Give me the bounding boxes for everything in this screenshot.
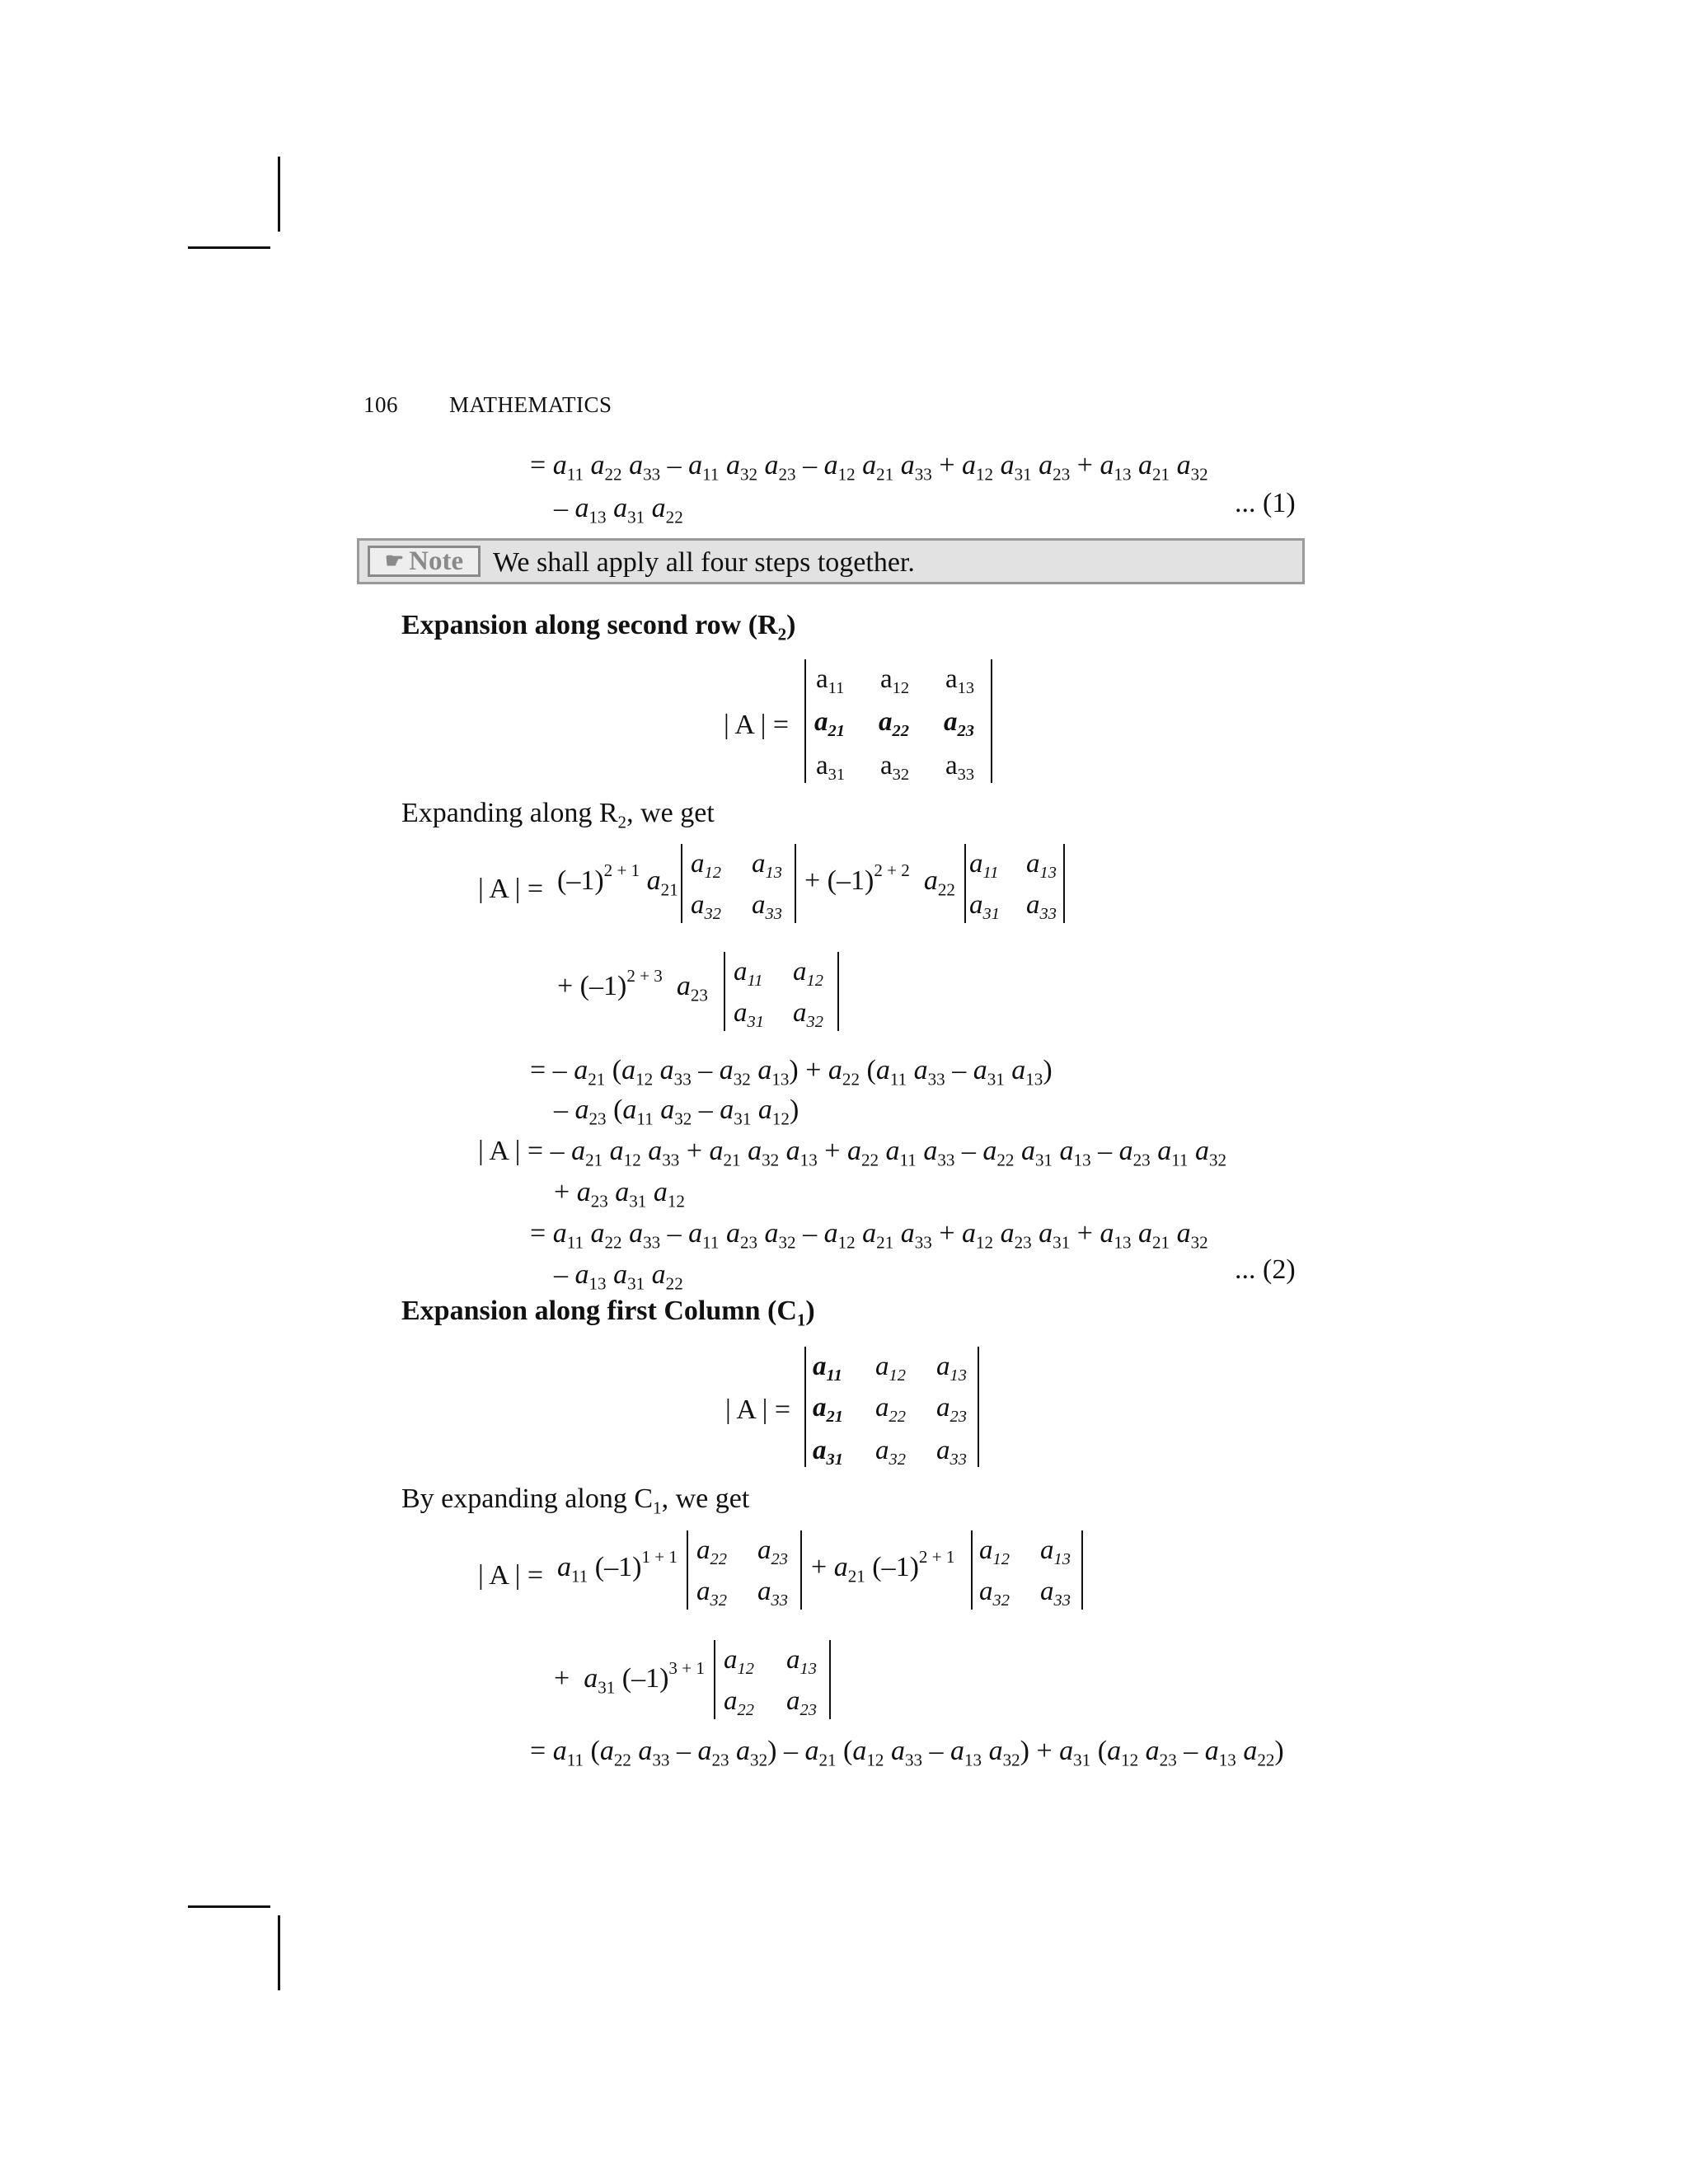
crop-mark-top-vertical bbox=[278, 157, 280, 232]
cofactor-sign-21-col: + $a_{21}$ $(-1)^{2 + 1}$ bbox=[811, 1547, 955, 1586]
equation-1-line-1: = $a_{11}$ $a_{22}$ $a_{33} - a_{11}$ $a_{32}$ $a_{23} - a_{12}$ $a_{21}$ $a_{33} + a_{12}$ $a_{31}$ $a_{23} + a_{13}$ $a_{21}$ $a_{32}$ bbox=[530, 450, 1208, 485]
minor-cell: $a_{12}$ bbox=[691, 849, 721, 883]
minor-cell: $a_{13}$ bbox=[1040, 1535, 1071, 1569]
intro-row-2: Expanding along $R_2$, we get bbox=[401, 798, 715, 832]
col-1-step-1: = $a_{11}$ ($a_{22}$ $a_{33} - a_{23}$ $a_{32}) - a_{21}$ ($a_{12}$ $a_{33} - a_{13}$ $a_{32}) + a_{31}$ ($a_{12}$ $a_{23} - a_{13}$ $a_{22}$) bbox=[530, 1736, 1284, 1770]
matrix-a-cell: $a_{23}$ bbox=[936, 1393, 967, 1427]
cofactor-sign-31: + $a_{31}$ $(-1)^{3 + 1}$ bbox=[554, 1658, 705, 1698]
equation-number-2: ... (2) bbox=[1235, 1254, 1296, 1285]
minor-cell: $a_{33}$ bbox=[757, 1577, 788, 1610]
note-label: Note bbox=[409, 546, 464, 576]
matrix-a-cell: $a_{13}$ bbox=[945, 664, 975, 698]
equation-1-line-2: – $a_{13}$ $a_{31}$ $a_{22}$ bbox=[554, 493, 683, 527]
matrix-a-cell: $a_{21}$ bbox=[813, 1393, 843, 1427]
row-2-step-5: = $a_{11}$ $a_{22}$ $a_{33} - a_{11}$ $a_{23}$ $a_{32} - a_{12}$ $a_{21}$ $a_{33} + a_{12}$ $a_{23}$ $a_{31} + a_{13}$ $a_{21}$ $a_{32}$ bbox=[530, 1218, 1208, 1253]
abs-a-label: | A | = bbox=[478, 1560, 544, 1591]
equation-number-1: ... (1) bbox=[1235, 488, 1296, 518]
row-2-step-3: | A | = – $a_{21}$ $a_{12}$ $a_{33} + a_{21}$ $a_{32}$ $a_{13} + a_{22}$ $a_{11}$ $a_{33} - a_{22}$ $a_{31}$ $a_{13} - a_{23}$ $a_{11}$ $a_{32}$ bbox=[478, 1136, 1227, 1170]
matrix-a-cell: $a_{23}$ bbox=[944, 707, 974, 741]
row-2-step-2: – $a_{23}$ ($a_{11}$ $a_{32} - a_{31}$ $a_{12}$) bbox=[554, 1094, 799, 1129]
minor-cell: $a_{13}$ bbox=[752, 849, 782, 883]
minor-cell: $a_{13}$ bbox=[786, 1645, 817, 1679]
matrix-a-cell: $a_{32}$ bbox=[880, 751, 910, 785]
row-2-step-1: = – $a_{21}$ ($a_{12}$ $a_{33} - a_{32}$ $a_{13}) + a_{22}$ ($a_{11}$ $a_{33} - a_{31}$ $a_{13}$) bbox=[530, 1055, 1053, 1090]
abs-a-label: | A | = bbox=[724, 710, 790, 740]
matrix-a-cell: $a_{11}$ bbox=[813, 1352, 842, 1385]
matrix-a-cell: $a_{13}$ bbox=[936, 1352, 967, 1385]
minor-cell: $a_{12}$ bbox=[793, 957, 823, 991]
matrix-a-cell: $a_{22}$ bbox=[879, 707, 909, 741]
crop-mark-top-horizontal bbox=[188, 246, 270, 249]
minor-cell: $a_{32}$ bbox=[793, 998, 823, 1032]
intro-col-1: By expanding along $C_1$, we get bbox=[401, 1483, 750, 1518]
minor-cell: $a_{31}$ bbox=[969, 890, 1000, 924]
matrix-a-cell: $a_{22}$ bbox=[875, 1393, 906, 1427]
minor-cell: $a_{23}$ bbox=[757, 1535, 788, 1569]
minor-cell: $a_{13}$ bbox=[1026, 849, 1057, 883]
matrix-a-cell: $a_{33}$ bbox=[945, 751, 975, 785]
abs-a-label: | A | = bbox=[478, 874, 544, 904]
matrix-a-cell: $a_{12}$ bbox=[875, 1352, 906, 1385]
minor-cell: $a_{11}$ bbox=[969, 849, 999, 883]
minor-cell: $a_{32}$ bbox=[696, 1577, 727, 1610]
minor-cell: $a_{32}$ bbox=[979, 1577, 1010, 1610]
pointing-hand-icon: ☛ bbox=[384, 549, 405, 573]
minor-cell: $a_{31}$ bbox=[734, 998, 764, 1032]
minor-cell: $a_{33}$ bbox=[1040, 1577, 1071, 1610]
cofactor-sign-21: $(-1)^{2 + 1}$ $a_{21}$ bbox=[557, 860, 678, 900]
note-text: We shall apply all four steps together. bbox=[493, 547, 915, 578]
minor-cell: $a_{12}$ bbox=[979, 1535, 1010, 1569]
note-box bbox=[357, 538, 1305, 584]
minor-cell: $a_{23}$ bbox=[786, 1686, 817, 1720]
page-title: MATHEMATICS bbox=[449, 392, 612, 417]
row-2-step-6: – $a_{13}$ $a_{31}$ $a_{22}$ bbox=[554, 1259, 683, 1294]
minor-cell: $a_{32}$ bbox=[691, 890, 721, 924]
minor-cell: $a_{11}$ bbox=[734, 957, 763, 991]
cofactor-sign-23: + $(-1)^{2 + 3}$ $a_{23}$ bbox=[557, 966, 708, 1005]
minor-cell: $a_{22}$ bbox=[696, 1535, 727, 1569]
minor-cell: $a_{33}$ bbox=[1026, 890, 1057, 924]
matrix-a-cell: $a_{12}$ bbox=[880, 664, 910, 698]
matrix-a-cell: $a_{33}$ bbox=[936, 1436, 967, 1469]
page-header bbox=[363, 392, 612, 418]
matrix-a-cell: $a_{31}$ bbox=[816, 751, 846, 785]
minor-cell: $a_{12}$ bbox=[724, 1645, 754, 1679]
crop-mark-bottom-vertical bbox=[278, 1915, 280, 1990]
section-heading-row-2: Expansion along second row $(R_2)$ bbox=[401, 610, 796, 644]
matrix-a-cell: $a_{32}$ bbox=[875, 1436, 906, 1469]
abs-a-label: | A | = bbox=[725, 1394, 791, 1425]
note-tag bbox=[368, 546, 481, 577]
crop-mark-bottom-horizontal bbox=[188, 1905, 270, 1908]
minor-cell: $a_{33}$ bbox=[752, 890, 782, 924]
page-number: 106 bbox=[363, 392, 398, 417]
matrix-a-cell: $a_{31}$ bbox=[813, 1436, 843, 1469]
matrix-a-cell: $a_{21}$ bbox=[814, 707, 845, 741]
row-2-step-4: + $a_{23}$ $a_{31}$ $a_{12}$ bbox=[554, 1177, 685, 1212]
cofactor-sign-11: $a_{11}$ $(-1)^{1 + 1}$ bbox=[557, 1547, 678, 1586]
cofactor-sign-22: + $(-1)^{2 + 2}$ $a_{22}$ bbox=[804, 860, 955, 900]
minor-cell: $a_{22}$ bbox=[724, 1686, 754, 1720]
matrix-a-cell: $a_{11}$ bbox=[816, 664, 845, 698]
section-heading-col-1: Expansion along first Column $(C_1)$ bbox=[401, 1296, 815, 1330]
